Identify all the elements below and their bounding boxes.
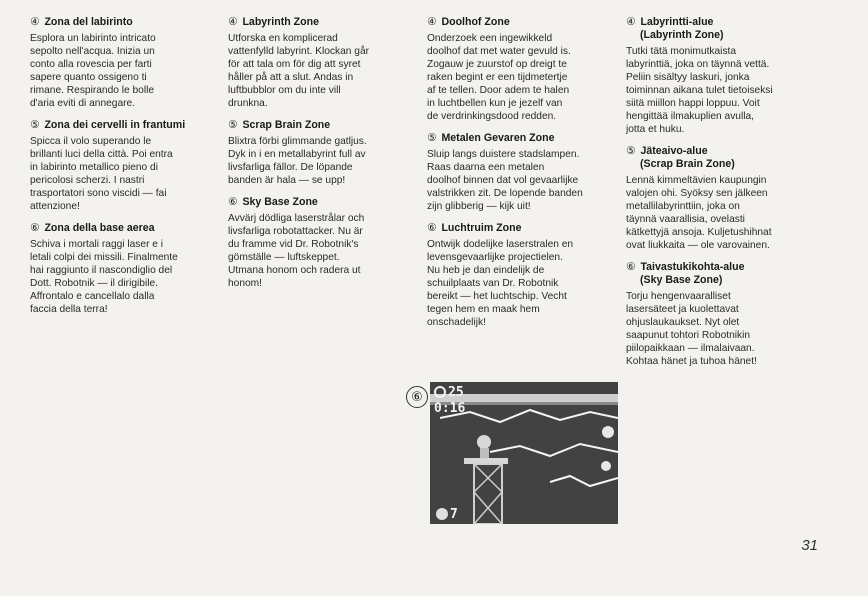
zone-title: ④ Zona del labirinto <box>30 16 133 28</box>
zone-description: Avvärj dödliga laserstrålar och livsfarliga robotattacker. Nu är du framme vid Dr. Robotnik's gömställe — luftskeppet. Utmana honom och radera ut honom! <box>228 213 365 289</box>
time-counter: 0:16 <box>434 401 466 416</box>
zone-title: ⑤ Zona dei cervelli in frantumi <box>30 119 186 131</box>
zone-entry <box>626 145 812 252</box>
spark-effect <box>602 426 614 438</box>
zone-description: Schiva i mortali raggi laser e i letali colpi dei missili. Finalmente hai raggiunto il nascondiglio del Dott. Robotnik — il dirigibile. Affrontalo e cancellalo dalla faccia della terra! <box>30 239 178 315</box>
column-italian <box>30 16 216 325</box>
zone-description: Lennä kimmeltävien kaupungin valojen ohi. Syöksy sen jälkeen metallilabyrinttiin, joka on täynnä vaarallisia, ovelasti kätkettyjä ansoja. Kuljetushihnat ovat liukkaita — ole varovainen. <box>626 175 772 251</box>
zone-title: ⑥ Taivastukikohta-alue (Sky Base Zone) <box>626 261 812 287</box>
sonic-sprite <box>477 435 491 449</box>
zone-title: ⑤ Metalen Gevaren Zone <box>427 132 555 144</box>
zone-subtitle: (Labyrinth Zone) <box>640 29 724 41</box>
column-dutch <box>427 16 613 338</box>
zone-title: ⑥ Zona della base aerea <box>30 222 155 234</box>
zone-description: Blixtra förbi glimmande gatljus. Dyk in i en metallabyrint full av livsfarliga fällor. De löpande banden är hala — se upp! <box>228 136 367 186</box>
zone-description: Sluip langs duistere stadslampen. Raas daarna een metalen doolhof binnen dat vol gevaarlijke valstrikken zit. De lopende banden zijn glibberig — kijk uit! <box>427 149 583 212</box>
zone-description: Torju hengenvaaralliset lasersäteet ja kuolettavat ohjuslaukaukset. Nyt olet saapunut tohtori Robotnikin piilopaikkaan — ilmalaivaan. Kohtaa hänet ja tuhoa hänet! <box>626 291 757 367</box>
lives-counter: 7 <box>450 507 458 522</box>
zone-title: ④ Labyrinth Zone <box>228 16 319 28</box>
zone-description: Spicca il volo superando le brillanti luci della città. Poi entra in labirinto metallico pieno di pericolosi scherzi. I nastri trasportatori sono viscidi — fai attenzione! <box>30 136 173 212</box>
column-finnish <box>626 16 812 377</box>
zone-title: ⑥ Luchtruim Zone <box>427 222 522 234</box>
zone-description: Esplora un labirinto intricato sepolto nell'acqua. Inizia un conto alla rovescia per farti sapere quanto ossigeno ti rimane. Respirando le bolle d'aria eviti di annegare. <box>30 33 156 109</box>
zone-title: ⑤ Jäteaivo-alue (Scrap Brain Zone) <box>626 145 812 171</box>
zone-entry <box>228 119 414 187</box>
page-number: 31 <box>801 537 818 554</box>
zone-entry <box>626 261 812 368</box>
zone-entry <box>228 16 414 110</box>
lives-icon <box>436 508 448 520</box>
zone-subtitle: (Scrap Brain Zone) <box>640 158 735 170</box>
zone-entry <box>427 222 613 329</box>
zone-title: ④ Doolhof Zone <box>427 16 510 28</box>
zone-description: Ontwijk dodelijke laserstralen en levensgevaarlijke projectielen. Nu heb je dan eindelijk de schuilplaats van Dr. Robotnik bereikt — het luchtschip. Vecht tegen hem en maak hem onschadelijk! <box>427 239 574 328</box>
zone-description: Utforska en komplicerad vattenfylld labyrint. Klockan går för att tala om för dig att syret håller på att a slut. Andas in luftbubblor om du inte vill drunkna. <box>228 33 369 109</box>
zone-title: ⑥ Sky Base Zone <box>228 196 318 208</box>
zone-entry <box>228 196 414 290</box>
zone-entry <box>30 16 216 110</box>
zone-entry <box>626 16 812 136</box>
screenshot-label: ⑥ <box>406 386 428 408</box>
zone-entry <box>427 132 613 213</box>
ring-counter: 25 <box>448 385 464 400</box>
game-screenshot <box>430 382 618 524</box>
zone-subtitle: (Sky Base Zone) <box>640 274 723 286</box>
zone-entry <box>30 222 216 316</box>
zone-entry <box>427 16 613 123</box>
spark-effect <box>601 461 611 471</box>
zone-title: ⑤ Scrap Brain Zone <box>228 119 331 131</box>
zone-entry <box>30 119 216 213</box>
column-swedish <box>228 16 414 299</box>
zone-description: Tutki tätä monimutkaista labyrinttiä, joka on täynnä vettä. Peliin sisältyy laskuri, jonka toiminnan aikana tulet tietoiseksi siitä miillon happi loppuu. Voit hengittää ilmakuplien avulla, jotta et huku. <box>626 46 773 135</box>
zone-title: ④ Labyrintti-alue (Labyrinth Zone) <box>626 16 812 42</box>
zone-description: Onderzoek een ingewikkeld doolhof dat met water gevuld is. Zogauw je zuurstof op dreigt te raken begint er een tijdmetertje af te tellen. Door adem te halen in luchtbellen kun je jezelf van de verdrinkingsdood redden. <box>427 33 571 122</box>
